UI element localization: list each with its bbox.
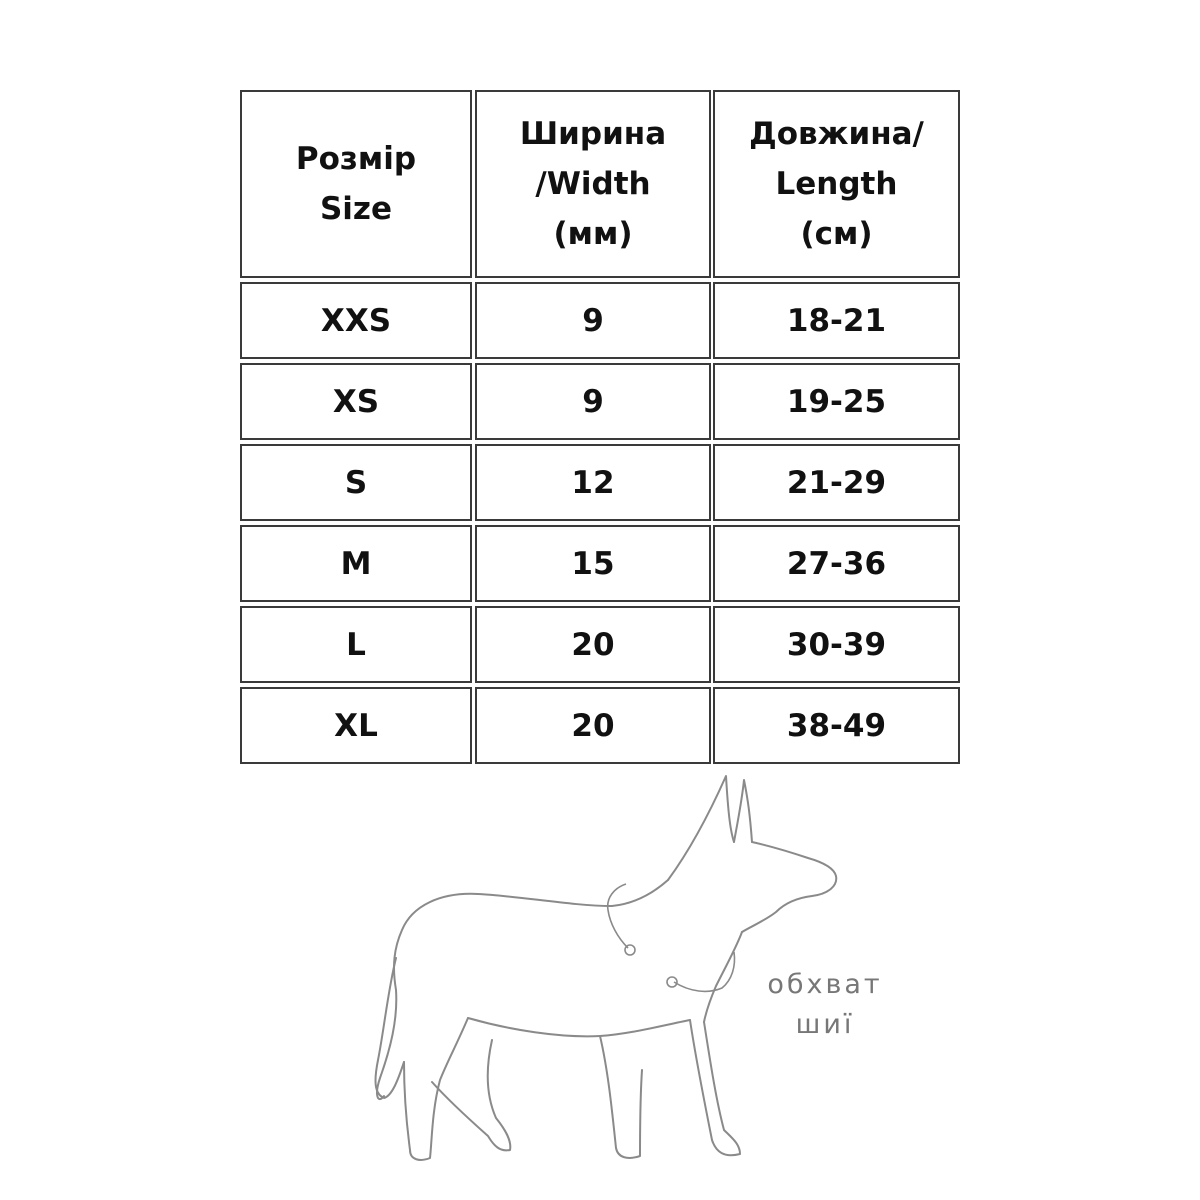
row-size: XL: [240, 687, 472, 764]
row-size: M: [240, 525, 472, 602]
row-length: 19-25: [713, 363, 960, 440]
row-length: 38-49: [713, 687, 960, 764]
row-width: 20: [475, 606, 711, 683]
header-size: Розмір Size: [240, 90, 472, 278]
row-length: 30-39: [713, 606, 960, 683]
row-width: 9: [475, 282, 711, 359]
header-length: Довжина/ Length (см): [713, 90, 960, 278]
neck-girth-marker: [608, 884, 735, 991]
row-width: 20: [475, 687, 711, 764]
row-size: XS: [240, 363, 472, 440]
row-size: S: [240, 444, 472, 521]
row-width: 9: [475, 363, 711, 440]
row-size: XXS: [240, 282, 472, 359]
row-size: L: [240, 606, 472, 683]
row-width: 12: [475, 444, 711, 521]
neck-girth-caption: обхват шиї: [767, 969, 883, 1040]
row-length: 21-29: [713, 444, 960, 521]
row-length: 18-21: [713, 282, 960, 359]
header-width: Ширина /Width (мм): [475, 90, 711, 278]
row-length: 27-36: [713, 525, 960, 602]
row-width: 15: [475, 525, 711, 602]
